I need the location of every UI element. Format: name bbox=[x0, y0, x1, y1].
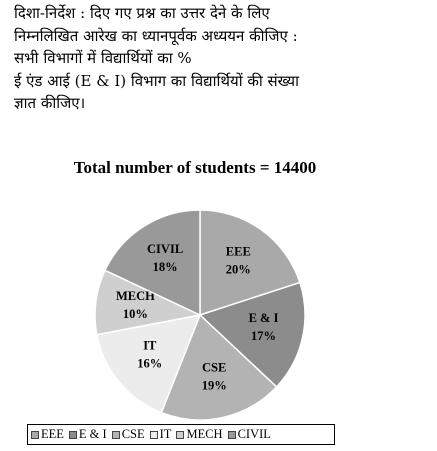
question-line: ज्ञात कीजिए। bbox=[14, 94, 86, 112]
slice-label: EEE bbox=[225, 244, 251, 259]
legend-label: EEE bbox=[41, 427, 64, 441]
chart-legend bbox=[27, 424, 335, 445]
legend-item bbox=[228, 427, 271, 442]
legend-swatch bbox=[112, 431, 120, 439]
question-line: ई एंड आई (E & I) विभाग का विद्यार्थियों की संख्या bbox=[14, 71, 300, 90]
slice-value: 17% bbox=[251, 329, 276, 344]
legend-swatch bbox=[150, 431, 158, 439]
legend-label: CIVIL bbox=[237, 427, 271, 441]
slice-label: MECH bbox=[115, 288, 155, 303]
question-line: सभी विभागों में विद्यार्थियों का % bbox=[14, 49, 192, 67]
legend-item bbox=[150, 427, 172, 442]
legend-label: MECH bbox=[186, 427, 223, 441]
legend-item bbox=[69, 427, 107, 442]
slice-label: CSE bbox=[202, 360, 227, 375]
chart-title: Total number of students = 14400 bbox=[73, 158, 317, 177]
legend-item bbox=[112, 427, 145, 442]
slice-label: IT bbox=[143, 338, 157, 353]
legend-swatch bbox=[228, 431, 236, 439]
legend-swatch bbox=[176, 431, 184, 439]
slice-label: E & I bbox=[248, 311, 279, 326]
slice-label: CIVIL bbox=[147, 242, 184, 256]
question-line: निम्नलिखित आरेख का ध्यानपूर्वक अध्ययन कीजिए : bbox=[14, 26, 298, 45]
slice-value: 10% bbox=[122, 306, 148, 321]
legend-label: IT bbox=[159, 427, 172, 441]
legend-label: E & I bbox=[78, 427, 107, 441]
legend-item bbox=[176, 427, 222, 442]
legend-label: CSE bbox=[121, 427, 145, 441]
legend-swatch bbox=[69, 431, 77, 439]
slice-value: 19% bbox=[201, 378, 227, 393]
legend-swatch bbox=[31, 431, 39, 439]
slice-value: 20% bbox=[225, 262, 251, 277]
question-line: दिशा-निर्देश : दिए गए प्रश्न का उत्तर देने के लिए bbox=[14, 4, 270, 22]
legend-item bbox=[31, 427, 64, 442]
slice-value: 16% bbox=[137, 356, 163, 371]
slice-value: 18% bbox=[152, 260, 178, 274]
